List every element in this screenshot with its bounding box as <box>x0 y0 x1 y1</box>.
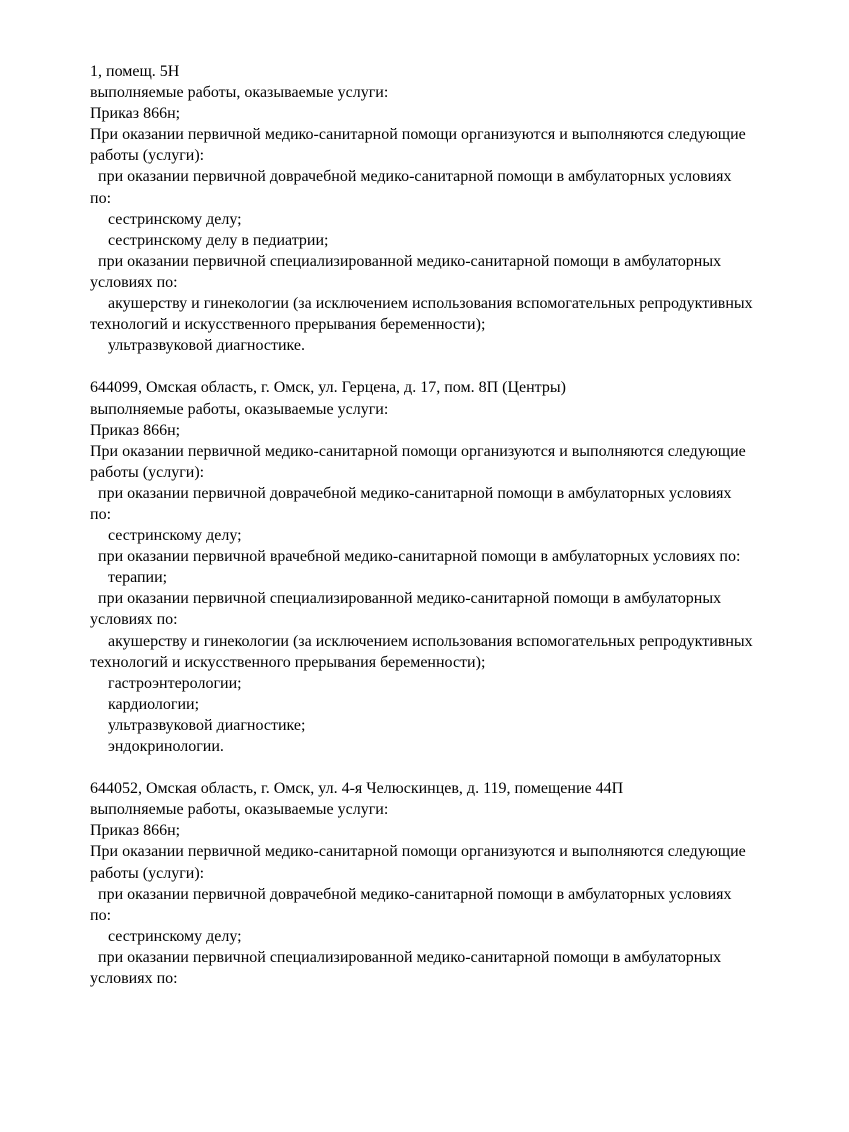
document-line: технологий и искусственного прерывания беременности); <box>90 316 486 334</box>
document-line: выполняемые работы, оказываемые услуги: <box>90 84 389 102</box>
document-line: При оказании первичной медико-санитарной помощи организуются и выполняются следующие <box>90 843 746 861</box>
document-line: При оказании первичной медико-санитарной помощи организуются и выполняются следующие <box>90 442 746 460</box>
document-line: Приказ 866н; <box>90 105 181 123</box>
document-line: При оказании первичной медико-санитарной помощи организуются и выполняются следующие <box>90 126 746 144</box>
document-page <box>90 61 830 989</box>
document-line: выполняемые работы, оказываемые услуги: <box>90 801 389 819</box>
document-line: Приказ 866н; <box>90 421 181 439</box>
document-line: условиях по: <box>90 611 178 629</box>
document-line: при оказании первичной специализированной медико-санитарной помощи в амбулаторных <box>98 252 722 270</box>
document-line: условиях по: <box>90 970 178 988</box>
document-line: терапии; <box>108 569 168 587</box>
document-line: условиях по: <box>90 273 178 291</box>
document-line: акушерству и гинекологии (за исключением использования вспомогательных репродуктивных <box>108 632 753 650</box>
document-line: кардиологии; <box>108 695 200 713</box>
document-line: 644052, Омская область, г. Омск, ул. 4-я Челюскинцев, д. 119, помещение 44П <box>90 780 624 798</box>
document-line: работы (услуги): <box>90 463 205 481</box>
document-line: при оказании первичной специализированной медико-санитарной помощи в амбулаторных <box>98 590 722 608</box>
document-line: сестринскому делу; <box>108 210 242 228</box>
address-block-1 <box>90 61 830 356</box>
document-line: 644099, Омская область, г. Омск, ул. Герцена, д. 17, пом. 8П (Центры) <box>90 379 566 397</box>
document-line: по: <box>90 906 112 924</box>
address-block-3 <box>90 778 830 989</box>
document-line: сестринскому делу; <box>108 927 242 945</box>
document-line: ультразвуковой диагностике; <box>108 716 306 734</box>
document-line: сестринскому делу; <box>108 527 242 545</box>
address-block-2 <box>90 377 830 757</box>
document-line: при оказании первичной врачебной медико-санитарной помощи в амбулаторных условиях по: <box>98 548 741 566</box>
document-line: при оказании первичной доврачебной медико-санитарной помощи в амбулаторных условиях <box>98 885 732 903</box>
document-line: при оказании первичной доврачебной медико-санитарной помощи в амбулаторных условиях <box>98 168 732 186</box>
document-line: при оказании первичной доврачебной медико-санитарной помощи в амбулаторных условиях <box>98 484 732 502</box>
document-line: по: <box>90 505 112 523</box>
document-line: при оказании первичной специализированной медико-санитарной помощи в амбулаторных <box>98 948 722 966</box>
document-line: выполняемые работы, оказываемые услуги: <box>90 400 389 418</box>
document-line: Приказ 866н; <box>90 822 181 840</box>
document-line: 1, помещ. 5Н <box>90 63 180 80</box>
document-line: технологий и искусственного прерывания беременности); <box>90 653 486 671</box>
document-line: акушерству и гинекологии (за исключением использования вспомогательных репродуктивных <box>108 295 753 313</box>
document-line: работы (услуги): <box>90 147 205 165</box>
document-line: гастроэнтерологии; <box>108 674 242 692</box>
document-line: сестринскому делу в педиатрии; <box>108 231 329 249</box>
document-line: эндокринологии. <box>108 738 224 755</box>
document-line: ультразвуковой диагностике. <box>108 337 306 355</box>
document-line: работы (услуги): <box>90 864 205 882</box>
document-line: по: <box>90 189 112 207</box>
